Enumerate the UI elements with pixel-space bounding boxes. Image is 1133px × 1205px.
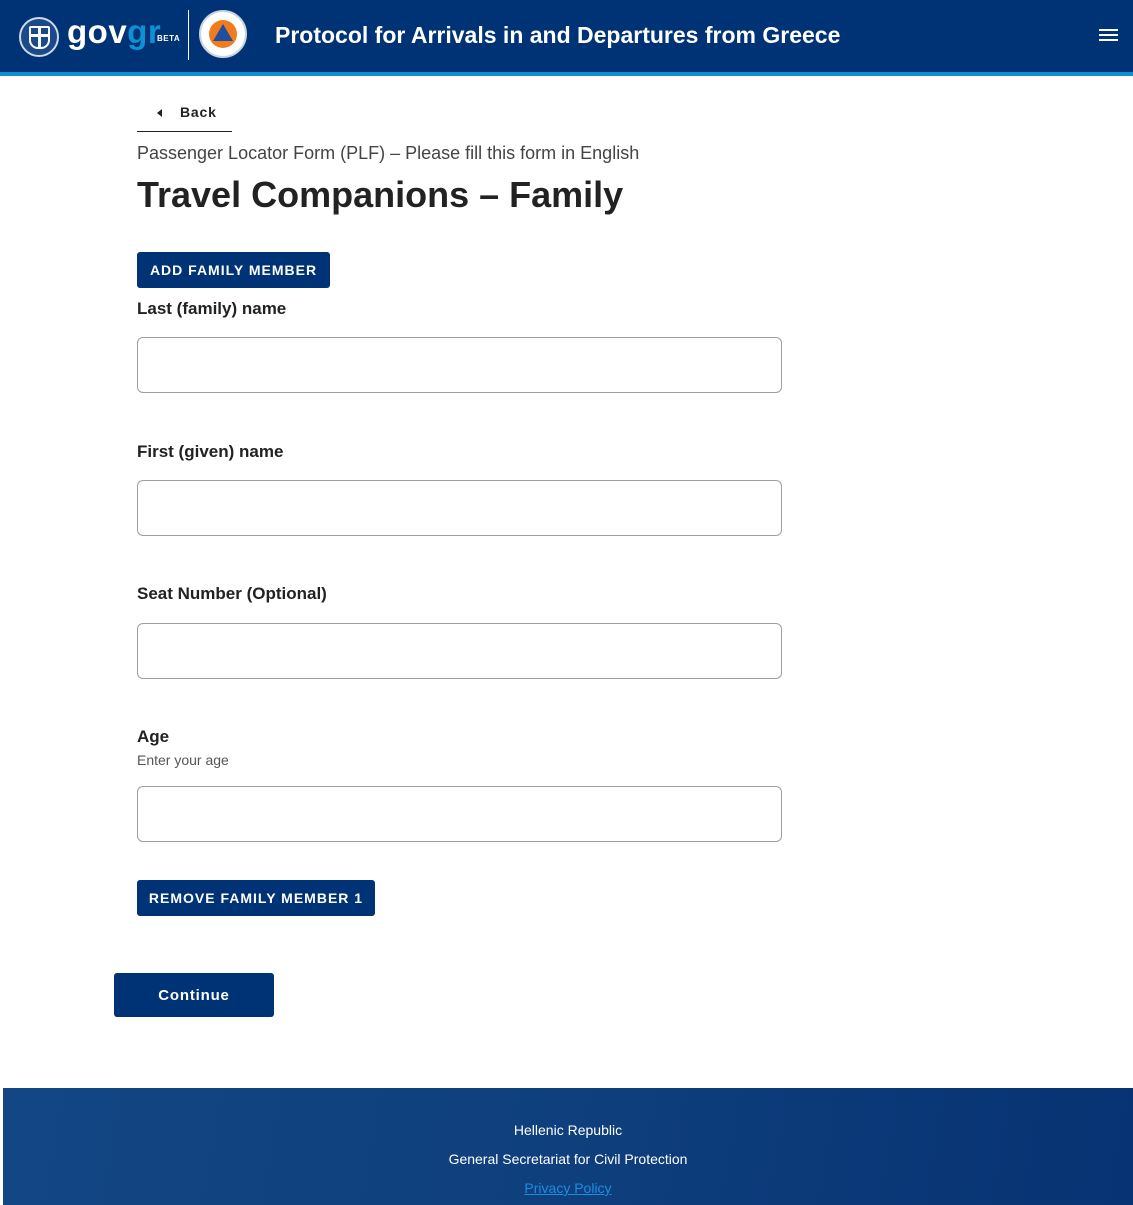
hamburger-menu-icon[interactable]: [1099, 28, 1119, 44]
page-title: Travel Companions – Family: [137, 174, 624, 215]
footer-republic: Hellenic Republic: [513, 1122, 623, 1138]
age-label: Age: [137, 727, 170, 746]
add-family-member-button[interactable]: ADD FAMILY MEMBER: [137, 252, 330, 288]
form-subtitle: Passenger Locator Form (PLF) – Please fill this form in English: [137, 143, 640, 163]
remove-family-member-button[interactable]: REMOVE FAMILY MEMBER 1: [137, 880, 375, 916]
caret-left-icon: [157, 109, 162, 117]
back-link[interactable]: [137, 96, 232, 132]
site-footer: [3, 1088, 1133, 1205]
age-hint: Enter your age: [137, 752, 229, 768]
site-header: [0, 0, 1133, 76]
last-name-input[interactable]: [137, 337, 782, 393]
header-divider: [188, 10, 189, 60]
privacy-policy-link[interactable]: Privacy Policy: [524, 1180, 612, 1196]
first-name-label: First (given) name: [137, 442, 284, 461]
first-name-input[interactable]: [137, 480, 782, 536]
header-title: Protocol for Arrivals in and Departures from Greece: [275, 22, 841, 48]
continue-button[interactable]: Continue: [114, 973, 274, 1017]
last-name-label: Last (family) name: [137, 299, 287, 318]
age-input[interactable]: [137, 786, 782, 842]
govgr-logo[interactable]: govgr: [67, 13, 162, 50]
beta-badge: BETA: [157, 34, 181, 43]
civil-protection-logo-icon: [199, 10, 247, 58]
footer-secretariat: General Secretariat for Civil Protection: [448, 1151, 688, 1167]
seat-number-input[interactable]: [137, 623, 782, 679]
seat-number-label: Seat Number (Optional): [137, 584, 327, 603]
back-label: Back: [180, 104, 217, 120]
greek-emblem-icon: [19, 17, 59, 57]
